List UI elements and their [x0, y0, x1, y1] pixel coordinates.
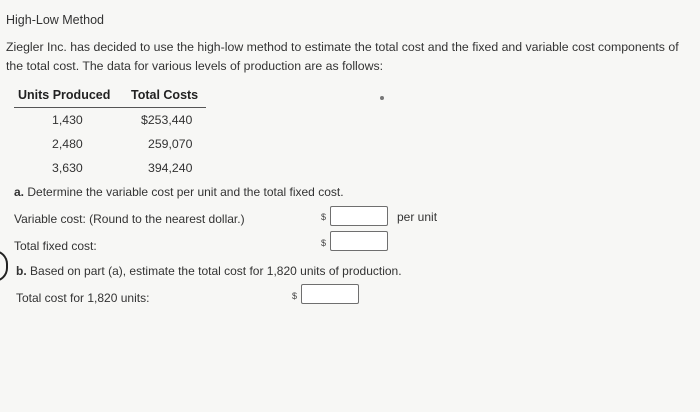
page-edge-mark — [0, 250, 8, 282]
table-cell-units: 1,430 — [52, 113, 83, 127]
total-cost-label: Total cost for 1,820 units: — [16, 291, 150, 305]
part-b-prefix: b. — [16, 264, 27, 278]
part-a-text: Determine the variable cost per unit and the total fixed cost. — [27, 185, 344, 199]
column-header-cost: Total Costs — [131, 88, 199, 102]
table-cell-cost: 394,240 — [148, 161, 193, 175]
total-cost-input[interactable] — [301, 284, 359, 304]
table-cell-cost: $253,440 — [141, 113, 193, 127]
total-cost-currency: $ — [292, 291, 298, 301]
variable-cost-input[interactable] — [330, 206, 388, 226]
variable-cost-unit: per unit — [397, 210, 438, 224]
table-cell-units: 2,480 — [52, 137, 83, 151]
fixed-cost-label: Total fixed cost: — [14, 239, 97, 253]
variable-cost-currency: $ — [321, 212, 327, 222]
page-title: High-Low Method — [6, 13, 104, 27]
part-b-question — [16, 264, 402, 278]
fixed-cost-currency: $ — [321, 238, 327, 248]
table-header-divider — [14, 107, 206, 108]
table-cell-cost: 259,070 — [148, 137, 193, 151]
fixed-cost-input[interactable] — [330, 231, 388, 251]
part-a-question — [14, 185, 344, 199]
part-b-text: Based on part (a), estimate the total cost for 1,820 units of production. — [30, 264, 402, 278]
problem-description: Ziegler Inc. has decided to use the high-low method to estimate the total cost and the fixed and variable cost components of the total cost. The data for various levels of production are as follows: — [6, 40, 679, 73]
variable-cost-label: Variable cost: (Round to the nearest dollar.) — [14, 212, 245, 226]
part-a-prefix: a. — [14, 185, 25, 199]
table-cell-units: 3,630 — [52, 161, 83, 175]
cursor-dot — [380, 96, 384, 100]
column-header-units: Units Produced — [18, 88, 111, 102]
